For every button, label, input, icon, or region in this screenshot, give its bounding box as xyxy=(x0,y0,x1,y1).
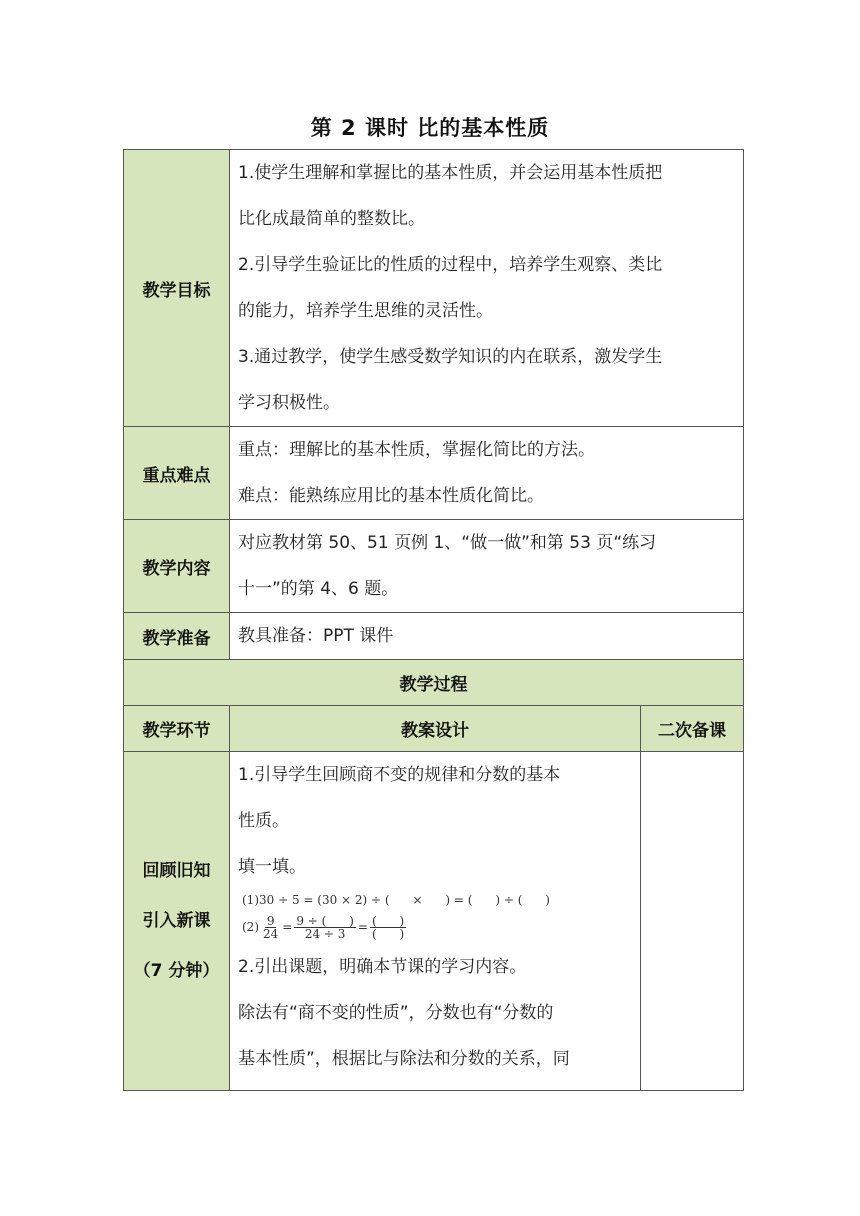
fraction-numerator: ( ) xyxy=(371,913,405,928)
key-row xyxy=(124,427,744,520)
goal-row xyxy=(124,150,744,427)
text-line: 学习积极性。 xyxy=(238,393,340,413)
fraction-denominator: ( ) xyxy=(371,926,405,941)
content-content xyxy=(230,520,744,613)
text-line: 1.引导学生回顾商不变的规律和分数的基本 xyxy=(238,765,561,785)
stage-label xyxy=(124,752,230,1091)
equals-sign: = xyxy=(282,920,293,934)
text-line: 3.通过教学，使学生感受数学知识的内在联系，激发学生 xyxy=(238,347,663,367)
text-line: 基本性质”，根据比与除法和分数的关系，同 xyxy=(238,1049,570,1069)
text-line: 教具准备：PPT 课件 xyxy=(238,626,394,646)
text-line: 重点：理解比的基本性质，掌握化简比的方法。 xyxy=(238,440,595,460)
text-line: 除法有“商不变的性质”，分数也有“分数的 xyxy=(238,1003,554,1023)
col-stage-header: 教学环节 xyxy=(124,706,230,752)
stage-row xyxy=(124,752,744,1091)
col-design-header: 教案设计 xyxy=(230,706,641,752)
math-line-1: (1)30 ÷ 5 = (30 × 2) ÷ ( × ) = ( ) ÷ ( ) xyxy=(242,893,550,907)
text-line: 2.引导学生验证比的性质的过程中，培养学生观察、类比 xyxy=(238,255,663,275)
content-row xyxy=(124,520,744,613)
text-line: 难点：能熟练应用比的基本性质化简比。 xyxy=(238,486,544,506)
text-line: 性质。 xyxy=(238,811,289,831)
text-line: 比化成最简单的整数比。 xyxy=(238,209,425,229)
stage-label-line: 引入新课 xyxy=(142,911,211,931)
prep-label: 教学准备 xyxy=(124,613,230,660)
fraction-numerator: 9 ÷ ( ) xyxy=(296,913,354,928)
text-line: 对应教材第 50、51 页例 1、“做一做”和第 53 页“练习 xyxy=(238,533,657,553)
fraction-denominator: 24 xyxy=(263,926,279,941)
fraction xyxy=(294,915,356,940)
page-title: 第 2 课时 比的基本性质 xyxy=(310,116,550,140)
text-line: 的能力，培养学生思维的灵活性。 xyxy=(238,301,493,321)
prep-row xyxy=(124,613,744,660)
process-header-row xyxy=(124,660,744,706)
key-label: 重点难点 xyxy=(124,427,230,520)
text-line: 十一”的第 4、6 题。 xyxy=(238,579,399,599)
fraction xyxy=(370,915,406,940)
stage-design xyxy=(230,752,641,1091)
key-content xyxy=(230,427,744,520)
fraction-numerator: 9 xyxy=(266,913,275,928)
revision-cell xyxy=(641,752,744,1091)
column-header-row xyxy=(124,706,744,752)
col-revision-header: 二次备课 xyxy=(641,706,744,752)
text-line: 2.引出课题，明确本节课的学习内容。 xyxy=(238,957,527,977)
math-exercise xyxy=(238,890,634,944)
process-header: 教学过程 xyxy=(124,660,744,706)
fraction xyxy=(261,915,280,940)
fraction-denominator: 24 ÷ 3 xyxy=(304,926,346,941)
text-line: 填一填。 xyxy=(238,857,306,877)
equals-sign: = xyxy=(357,920,368,934)
text-line: 1.使学生理解和掌握比的基本性质，并会运用基本性质把 xyxy=(238,163,663,183)
lesson-plan-table xyxy=(123,149,744,1091)
stage-label-line: （7 分钟） xyxy=(133,961,220,981)
content-label: 教学内容 xyxy=(124,520,230,613)
goal-content xyxy=(230,150,744,427)
math-prefix: (2) xyxy=(242,920,259,934)
stage-label-line: 回顾旧知 xyxy=(142,861,211,881)
goal-label: 教学目标 xyxy=(124,150,230,427)
prep-content xyxy=(230,613,744,660)
